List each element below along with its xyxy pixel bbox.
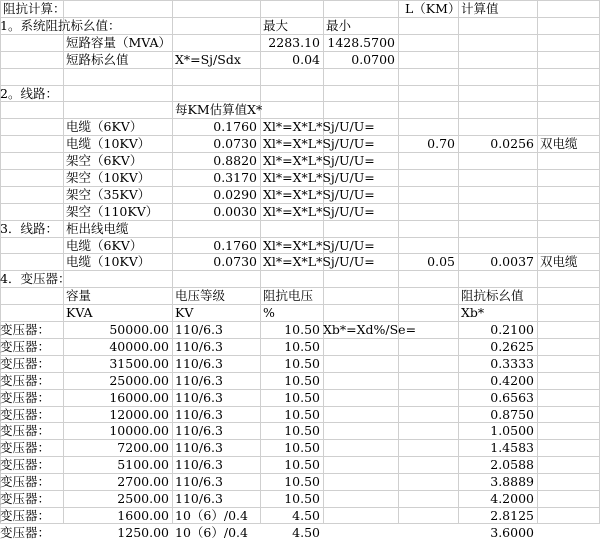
line-type-label: 电缆（6KV）: [66, 119, 143, 134]
transformer-label: 变压器：: [0, 373, 51, 388]
transformer-impedance: 10.50: [284, 423, 320, 438]
transformer-impedance: 10.50: [284, 491, 320, 506]
result-header: 阻抗标幺值: [461, 288, 524, 303]
transformer-voltage: 110/6.3: [175, 339, 223, 354]
transformer-impedance: 10.50: [284, 356, 320, 371]
calc-column-header: 计算值: [461, 1, 499, 16]
transformer-label: 变压器：: [0, 440, 51, 455]
system-row-label: 短路容量（MVA）: [66, 35, 172, 50]
system-row-formula: X*=Sj/Sdx: [175, 52, 241, 67]
transformer-capacity: 50000.00: [109, 322, 169, 337]
grid-line: [0, 0, 600, 1]
transformer-label: 变压器：: [0, 508, 51, 523]
capacity-unit: KVA: [66, 305, 93, 320]
line-formula: Xl*=X*L*Sj/U/U=: [263, 119, 375, 134]
transformer-capacity: 2700.00: [117, 474, 169, 489]
transformer-capacity: 2500.00: [117, 491, 169, 506]
transformer-voltage: 110/6.3: [175, 457, 223, 472]
sheet-title: 阻抗计算：: [3, 1, 66, 16]
transformer-capacity: 31500.00: [109, 356, 169, 371]
transformer-result: 2.0588: [490, 457, 534, 472]
transformer-voltage: 110/6.3: [175, 407, 223, 422]
transformer-label: 变压器：: [0, 525, 51, 540]
grid-line: [537, 0, 538, 524]
transformer-result: 0.6563: [490, 390, 534, 405]
transformer-label: 变压器：: [0, 339, 51, 354]
voltage-unit: KV: [175, 305, 194, 320]
transformer-capacity: 40000.00: [109, 339, 169, 354]
transformer-label: 变压器：: [0, 407, 51, 422]
cable-per-km-value: 0.1760: [213, 238, 257, 253]
transformer-result: 1.0500: [490, 423, 534, 438]
result-unit: Xb*: [461, 305, 485, 320]
transformer-voltage: 110/6.3: [175, 390, 223, 405]
system-min-value: 1428.5700: [327, 35, 395, 50]
transformer-result: 3.6000: [490, 525, 534, 540]
transformer-impedance: 10.50: [284, 440, 320, 455]
line-length-value: [398, 203, 455, 220]
transformer-result: 0.2625: [490, 339, 534, 354]
system-max-value: 0.04: [292, 52, 320, 67]
line-note: 双电缆: [540, 136, 578, 151]
line-calc-value: [458, 169, 534, 186]
cable-per-km-value: 0.0730: [213, 254, 257, 269]
line-calc-value: [458, 152, 534, 169]
transformer-result: 4.2000: [490, 491, 534, 506]
grid-line: [0, 85, 600, 86]
transformer-voltage: 10（6）/0.4: [175, 508, 248, 523]
transformer-impedance: 4.50: [292, 525, 320, 540]
transformer-result: 0.3333: [490, 356, 534, 371]
section-heading: 1。系统阻抗标幺值：: [0, 18, 121, 33]
transformer-capacity: 25000.00: [109, 373, 169, 388]
transformer-result: 1.4583: [490, 440, 534, 455]
transformer-voltage: 110/6.3: [175, 474, 223, 489]
line-per-km-value: 0.0030: [213, 204, 257, 219]
section-heading: 3．线路：: [0, 221, 58, 236]
length-column-header: L（KM）: [405, 1, 461, 16]
line-calc-value: [458, 203, 534, 220]
transformer-voltage: 110/6.3: [175, 356, 223, 371]
cable-length-value: [398, 237, 455, 254]
transformer-label: 变压器：: [0, 322, 51, 337]
system-row-label: 短路标幺值: [66, 52, 129, 67]
max-label: 最大: [263, 18, 289, 33]
cable-type-label: 电缆（6KV）: [66, 238, 143, 253]
transformer-result: 0.4200: [490, 373, 534, 388]
line-per-km-value: 0.0290: [213, 187, 257, 202]
capacity-header: 容量: [66, 288, 92, 303]
line-type-label: 架空（110KV）: [66, 204, 159, 219]
section-heading: 2。线路：: [0, 86, 58, 101]
transformer-impedance: 10.50: [284, 339, 320, 354]
cable-length-value: 0.05: [427, 254, 455, 269]
system-min-value: 0.0700: [351, 52, 395, 67]
transformer-label: 变压器：: [0, 390, 51, 405]
line-length-value: 0.70: [427, 136, 455, 151]
cable-calc-value: [458, 237, 534, 254]
transformer-result: 3.8889: [490, 474, 534, 489]
transformer-capacity: 16000.00: [109, 390, 169, 405]
impedance-header: 阻抗电压: [263, 288, 314, 303]
transformer-capacity: 10000.00: [109, 423, 169, 438]
cable-formula: Xl*=X*L*Sj/U/U=: [263, 254, 375, 269]
transformer-impedance: 10.50: [284, 390, 320, 405]
transformer-impedance: 10.50: [284, 474, 320, 489]
line-length-value: [398, 186, 455, 203]
line-formula: Xl*=X*L*Sj/U/U=: [263, 170, 375, 185]
line-length-value: [398, 152, 455, 169]
transformer-capacity: 5100.00: [117, 457, 169, 472]
transformer-voltage: 110/6.3: [175, 423, 223, 438]
transformer-voltage: 110/6.3: [175, 373, 223, 388]
transformer-impedance: 10.50: [284, 407, 320, 422]
transformer-voltage: 110/6.3: [175, 440, 223, 455]
line-length-value: [398, 169, 455, 186]
line-calc-value: 0.0256: [490, 136, 534, 151]
cable-type-label: 电缆（10KV）: [66, 254, 151, 269]
transformer-capacity: 1250.00: [117, 525, 169, 540]
section-subtitle: 柜出线电缆: [66, 221, 129, 236]
line-type-label: 架空（35KV）: [66, 187, 151, 202]
estimate-label: 每KM估算值X*: [175, 102, 263, 117]
transformer-label: 变压器：: [0, 356, 51, 371]
transformer-result: 0.2100: [490, 322, 534, 337]
transformer-result: 2.8125: [490, 508, 534, 523]
transformer-impedance: 4.50: [292, 508, 320, 523]
transformer-label: 变压器：: [0, 423, 51, 438]
grid-line: [0, 68, 600, 69]
line-per-km-value: 0.3170: [213, 170, 257, 185]
line-per-km-value: 0.1760: [213, 119, 257, 134]
line-calc-value: [458, 186, 534, 203]
transformer-voltage: 110/6.3: [175, 322, 223, 337]
line-calc-value: [458, 118, 534, 135]
transformer-label: 变压器：: [0, 491, 51, 506]
line-length-value: [398, 118, 455, 135]
line-type-label: 架空（10KV）: [66, 170, 151, 185]
line-formula: Xl*=X*L*Sj/U/U=: [263, 204, 375, 219]
grid-line: [0, 270, 600, 271]
cable-calc-value: 0.0037: [490, 254, 534, 269]
line-type-label: 电缆（10KV）: [66, 136, 151, 151]
voltage-header: 电压等级: [175, 288, 226, 303]
transformer-impedance: 10.50: [284, 322, 320, 337]
system-max-value: 2283.10: [268, 35, 320, 50]
transformer-impedance: 10.50: [284, 373, 320, 388]
line-formula: Xl*=X*L*Sj/U/U=: [263, 187, 375, 202]
transformer-formula: Xb*=Xd%/Se=: [323, 322, 417, 337]
transformer-result: 0.8750: [490, 407, 534, 422]
transformer-capacity: 1600.00: [117, 508, 169, 523]
line-formula: Xl*=X*L*Sj/U/U=: [263, 153, 375, 168]
section-heading: 4．变压器：: [0, 271, 71, 286]
cable-note: 双电缆: [540, 254, 578, 269]
cable-formula: Xl*=X*L*Sj/U/U=: [263, 238, 375, 253]
transformer-label: 变压器：: [0, 457, 51, 472]
transformer-label: 变压器：: [0, 474, 51, 489]
transformer-voltage: 110/6.3: [175, 491, 223, 506]
grid-line: [0, 101, 600, 102]
line-type-label: 架空（6KV）: [66, 153, 143, 168]
line-per-km-value: 0.0730: [213, 136, 257, 151]
impedance-unit: %: [263, 305, 275, 320]
min-label: 最小: [326, 18, 352, 33]
line-formula: Xl*=X*L*Sj/U/U=: [263, 136, 375, 151]
transformer-voltage: 10（6）/0.4: [175, 525, 248, 540]
transformer-impedance: 10.50: [284, 457, 320, 472]
transformer-capacity: 7200.00: [117, 440, 169, 455]
line-per-km-value: 0.8820: [213, 153, 257, 168]
transformer-capacity: 12000.00: [109, 407, 169, 422]
